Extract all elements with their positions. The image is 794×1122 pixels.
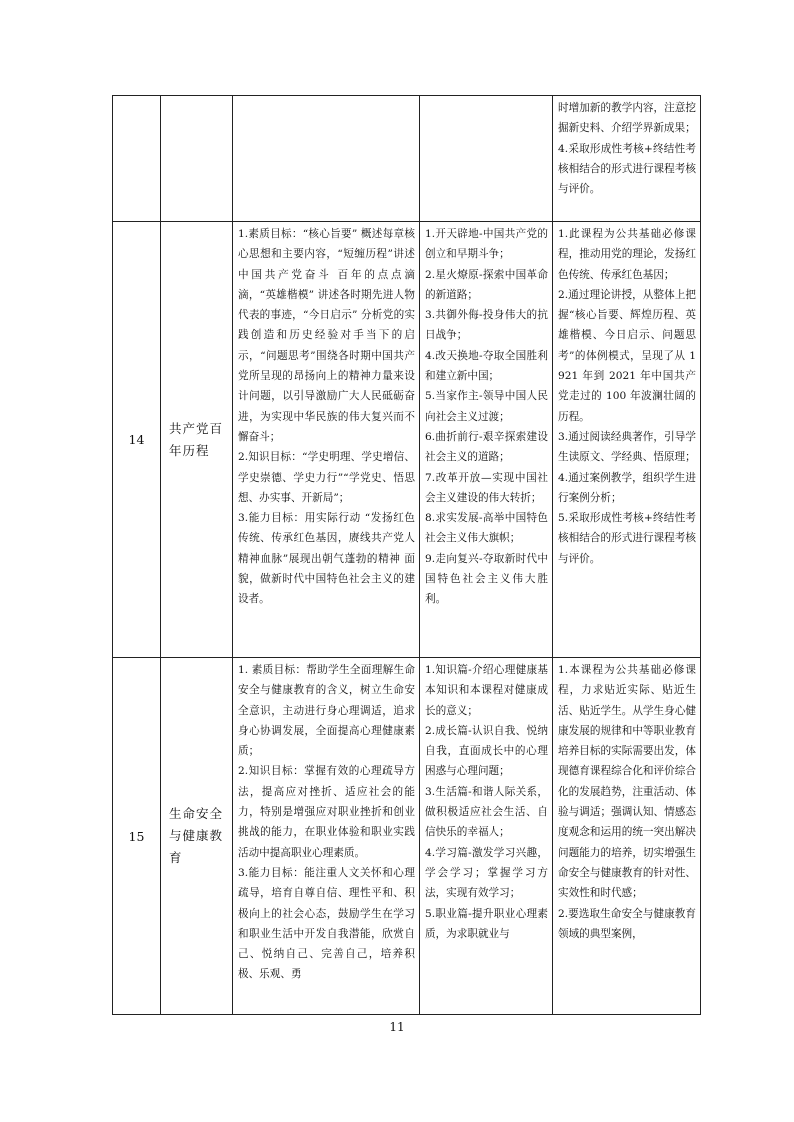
objectives-cell [233, 222, 420, 658]
table-row [113, 658, 701, 1015]
objective-item: 3.能力目标：用实际行动 “发扬红色传统、传承红色基因，赓线共产党人精神血脉”展现出朝气蓬勃的精神 面貌，做新时代中国特色社会主义的建设者。 [238, 512, 415, 606]
course-name-cell [161, 96, 233, 222]
content-cell [420, 222, 553, 658]
course-name-cell [161, 222, 233, 658]
content-item: 5.当家作主-领导中国人民向社会主义过渡； [425, 390, 548, 423]
content-item: 1.知识篇-介绍心理健康基本知识和本课程对健康成长的意义； [425, 664, 548, 717]
content-item: 2.星火燎原-探索中国革命的新道路； [425, 268, 548, 301]
content-item: 6.曲折前行-艰辛探索建设社会主义的道路； [425, 430, 548, 464]
row-number: 15 [128, 828, 145, 844]
content-item: 7.改革开放—实现中国社会主义建设的伟大转折； [425, 471, 548, 504]
requirement-item: 4.采取形成性考核+终结性考核相结合的形式进行课程考核与评价。 [558, 142, 696, 196]
requirement-item: 3.通过阅读经典著作，引导学生读原文、学经典、悟原理； [558, 430, 696, 464]
table-row [113, 222, 701, 658]
page-number: 11 [389, 1020, 405, 1034]
course-name: 共产党百年历程 [169, 420, 224, 458]
content-item: 4.改天换地-夺取全国胜利和建立新中国； [425, 349, 548, 383]
requirement-item: 1.本课程为公共基础必修课程，力求贴近实际、贴近生活、贴近学生。从学生身心健康发展的规律和中等职业教育培养目标的实际需要出发，体现德育课程综合化和评价综合化的发展趋势，注重活动、体验与调适；强调认知、情感态度观念和运用的统一突出解决问题能力的培养，切实增强生命安全与健康教育的针对性、实效性和时代感； [558, 664, 696, 900]
course-name: 生命安全与健康教育 [169, 806, 224, 865]
requirement-item: 5.采取形成性考核+终结性考核相结合的形式进行课程考核与评价。 [558, 512, 696, 565]
objective-item: 2.知识目标：掌握有效的心理疏导方法，提高应对挫折、适应社会的能力，特别是增强应对职业挫折和创业挑战的能力，在职业体验和职业实践活动中提高职业心理素质。 [238, 765, 415, 859]
content-item: 3.生活篇-和谐人际关系，做积极适应社会生活、自信快乐的幸福人； [425, 785, 548, 839]
content-item: 5.职业篇-提升职业心理素质，为求职就业与 [425, 907, 548, 940]
requirements-cell [553, 222, 701, 658]
table-row [113, 96, 701, 222]
content-item: 3.共御外侮-投身伟大的抗日战争； [425, 309, 548, 342]
row-number-cell [113, 96, 161, 222]
content-item: 9.走向复兴-夺取新时代中国特色社会主义伟大胜利。 [425, 552, 548, 606]
content-item: 8.求实发展-高举中国特色社会主义伟大旗帜； [425, 512, 548, 545]
objectives-cell [233, 96, 420, 222]
objective-item: 2.知识目标：“学史明理、学史增信、学史崇德、学史力行”“学党史、悟思想、办实事、开新局”； [238, 451, 415, 504]
requirement-item: 4.通过案例教学，组织学生进行案例分析； [558, 471, 696, 504]
content-item: 2.成长篇-认识自我、悦纳自我，直面成长中的心理困惑与心理问题； [425, 724, 548, 778]
content-cell [420, 96, 553, 222]
requirement-item: 时增加新的教学内容，注意挖掘新史料、介绍学界新成果； [558, 102, 696, 135]
content-cell [420, 658, 553, 1015]
row-number-cell [113, 658, 161, 1015]
row-number: 14 [128, 432, 145, 447]
objectives-cell [233, 658, 420, 1015]
requirement-item: 2.通过理论讲授，从整体上把握“核心旨要、辉煌历程、英雄楷模、今日启示、问题思考”的体例模式，呈现了从 1921 年到 2021 年中国共产党走过的 100 年波澜壮阔的历程。 [558, 288, 696, 423]
objective-item: 1. 素质目标：帮助学生全面理解生命安全与健康教育的含义，树立生命安全意识，主动进行身心理调适，追求身心协调发展，全面提高心理健康素质； [238, 664, 415, 758]
requirements-cell [553, 658, 701, 1015]
content-item: 4.学习篇-激发学习兴趣，学会学习；掌握学习方法，实现有效学习； [425, 846, 548, 900]
course-name-cell [161, 658, 233, 1015]
requirement-item: 2.要选取生命安全与健康教育领域的典型案例， [558, 907, 696, 940]
requirement-item: 1.此课程为公共基础必修课程，推动用党的理论，发扬红色传统、传承红色基因； [558, 228, 696, 281]
requirements-cell [553, 96, 701, 222]
content-item: 1.开天辟地-中国共产党的创立和早期斗争； [425, 228, 548, 261]
objective-item: 1.素质目标：“核心旨要” 概述每章核心思想和主要内容，“短缠历程”讲述中国共产党奋斗 百年的点点滴滴，“英雄楷模” 讲述各时期先进人物代表的事迹，“今日启示” 分析党的实践创造和历史经验对手当下的启示，“问题思考”围绕各时期中国共产党所呈现的昂扬向上的精神力量来设计问题，以引导激励广大人民砥砺奋进，为实现中华民族的伟大复兴而不懈奋斗； [238, 228, 415, 443]
course-table [112, 95, 701, 1015]
objective-item: 3.能力目标：能注重人文关怀和心理疏导，培育自尊自信、理性平和、积极向上的社会心态，鼓励学生在学习和职业生活中开发自我潜能，欣赏自己、悦纳自己、完善自己，培养积极、乐观、勇 [238, 866, 415, 981]
row-number-cell [113, 222, 161, 658]
